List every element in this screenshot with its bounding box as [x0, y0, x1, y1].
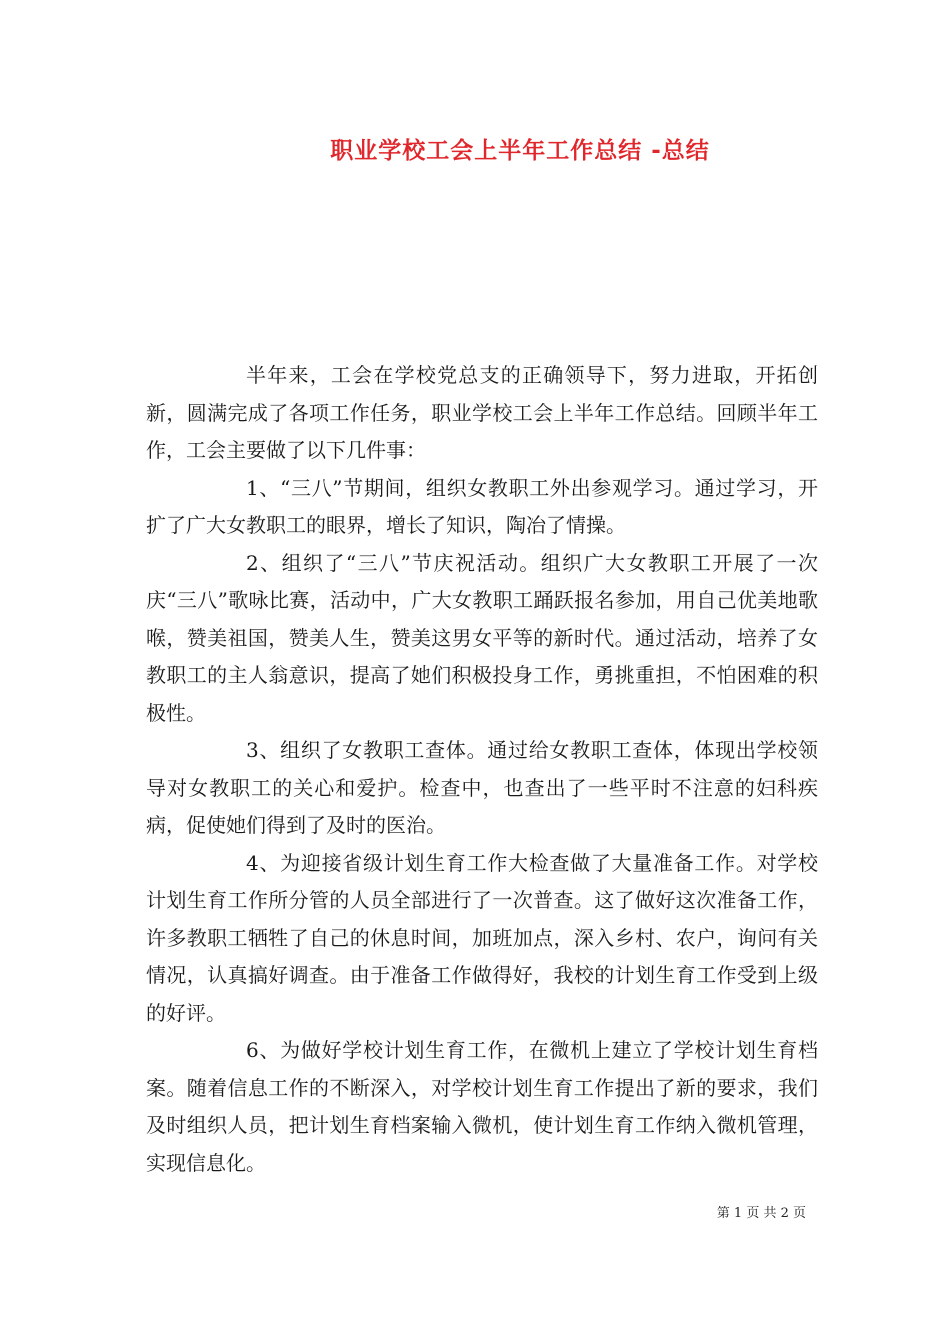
- page-title: 职业学校工会上半年工作总结 -总结: [330, 138, 710, 164]
- paragraph-item-3: 3、组织了女教职工查体。通过给女教职工查体，体现出学校领导对女教职工的关心和爱护。检查中，也查出了一些平时不注意的妇科疾病，促使她们得到了及时的医治。: [146, 738, 818, 837]
- document-body: [146, 357, 818, 1182]
- paragraph-intro: 半年来，工会在学校党总支的正确领导下，努力进取，开拓创新，圆满完成了各项工作任务，职业学校工会上半年工作总结。回顾半年工作，工会主要做了以下几件事：: [146, 363, 818, 462]
- page-number-footer: 第 1 页 共 2 页: [716, 1206, 806, 1221]
- paragraph-item-2: 2、组织了“三八”节庆祝活动。组织广大女教职工开展了一次庆“三八”歌咏比赛，活动中，广大女教职工踊跃报名参加，用自己优美地歌喉，赞美祖国，赞美人生，赞美这男女平等的新时代。通过活动，培养了女教职工的主人翁意识，提高了她们积极投身工作，勇挑重担，不怕困难的积极性。: [146, 550, 818, 725]
- paragraph-item-1: 1、“三八”节期间，组织女教职工外出参观学习。通过学习，开扩了广大女教职工的眼界，增长了知识，陶冶了情操。: [146, 475, 818, 537]
- paragraph-item-6: 6、为做好学校计划生育工作，在微机上建立了学校计划生育档案。随着信息工作的不断深入，对学校计划生育工作提出了新的要求，我们及时组织人员，把计划生育档案输入微机，使计划生育工作纳入微机管理，实现信息化。: [146, 1038, 818, 1175]
- paragraph-item-4: 4、为迎接省级计划生育工作大检查做了大量准备工作。对学校计划生育工作所分管的人员全部进行了一次普查。这了做好这次准备工作，许多教职工牺牲了自己的休息时间，加班加点，深入乡村、农户，询问有关情况，认真搞好调查。由于准备工作做得好，我校的计划生育工作受到上级的好评。: [146, 850, 818, 1025]
